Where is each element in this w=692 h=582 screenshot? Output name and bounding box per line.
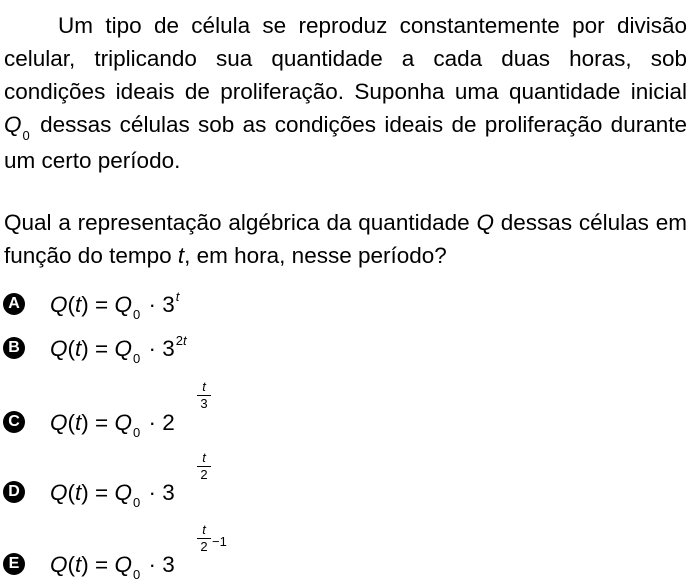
base-number: 3 <box>162 336 175 361</box>
question-text: Qual a representação algébrica da quantidade <box>4 210 477 235</box>
subscript-zero: 0 <box>22 128 30 143</box>
question-text: dessas células sob as condições ideais de proliferação durante um certo período. <box>4 112 687 173</box>
base-number: 3 <box>162 480 175 505</box>
option-letter-badge: D <box>3 481 25 503</box>
base-number: 2 <box>162 410 175 435</box>
option-formula: $Q(t) = Q_0 \cdot 3$ <box>50 480 175 510</box>
base-number: 3 <box>162 292 175 317</box>
option-formula: $Q(t) = Q_0 \cdot 3^{2t}$ <box>50 333 187 366</box>
exponent-fraction: t 2 <box>197 451 211 482</box>
question-text: dessas células em função do tempo <box>4 210 687 268</box>
option-letter-badge: A <box>3 293 25 315</box>
variable-t: t <box>177 243 185 268</box>
option-formula: $Q(t) = Q_0 \cdot 2$ <box>50 410 175 440</box>
variable-q: Q <box>476 210 494 235</box>
question-text: , em hora, nesse período? <box>184 243 447 268</box>
option-letter-badge: E <box>3 553 25 575</box>
exponent-fraction: t 2 <box>197 523 211 554</box>
question-paragraph-1 <box>4 9 687 177</box>
exponent: 2t <box>175 333 187 348</box>
option-letter-badge: B <box>3 337 25 359</box>
base-number: 3 <box>162 552 175 577</box>
question-text: Um tipo de célula se reproduz constantemente por divisão celular, triplicando sua quantidade a cada duas horas, sob condições ideais de proliferação. Suponha uma quantidade inicial <box>4 13 687 104</box>
option-letter-badge: C <box>3 411 25 433</box>
option-formula: $Q(t) = Q_0 \cdot 3^t$ <box>50 289 180 322</box>
question-paragraph-2 <box>4 206 687 272</box>
option-formula: $Q(t) = Q_0 \cdot 3$ <box>50 552 175 582</box>
exponent: t <box>175 289 180 304</box>
variable-q: Q <box>4 112 22 137</box>
exponent-tail: −1 <box>212 534 227 549</box>
exponent-fraction: t 3 <box>197 380 211 411</box>
